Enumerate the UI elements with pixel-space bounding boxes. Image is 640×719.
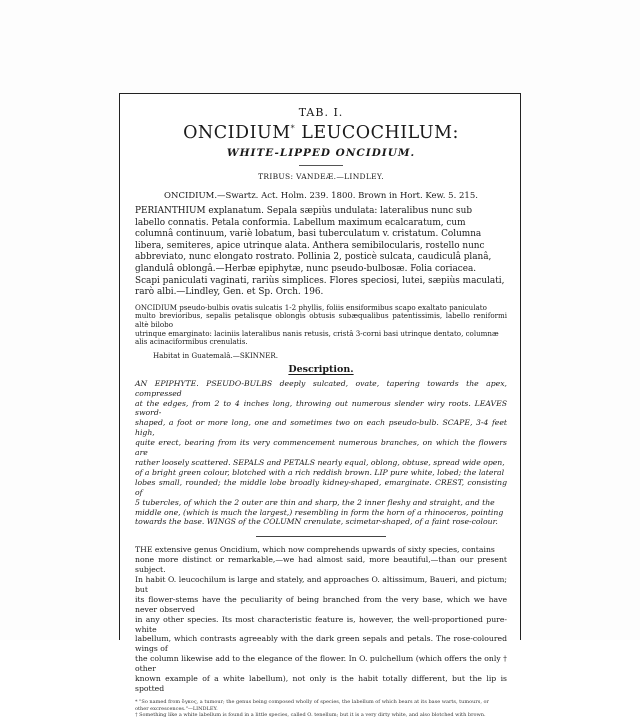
footnotes [135,699,507,719]
text-line: 5 tubercles, of which the 2 outer are thin and sharp, the 2 inner fleshy and straight, and the [135,497,495,507]
text-line: at the edges, from 2 to 4 inches long, throwing out numerous slender wiry roots. LEAVES sword- [135,398,507,418]
text-line: abbreviato, nunc elongato rostrato. Pollinia 2, posticè sulcata, caudiculâ planâ, [135,252,492,263]
description-heading: Description. [288,363,354,375]
text-line: Scapi paniculati vaginati, rariùs simplices. Flores speciosi, lutei, sæpiùs maculati, [135,275,505,286]
text-line: THE extensive genus Oncidium, which now comprehends upwards of sixty species, contains [135,545,495,555]
text-line: middle one, (which is much the largest,) resembling in form the horn of a rhinoceros, pointing [135,507,504,517]
common-name: WHITE-LIPPED ONCIDIUM. [226,147,416,159]
text-line: shaped, a foot or more long, one and sometimes two on each pseudo-bulb. SCAPE, 3-4 feet high, [135,418,507,438]
text-line: none more distinct or remarkable,—we had almost said, more beautiful,—than our present subject. [135,555,507,575]
text-line: towards the base. WINGS of the COLUMN crenulate, scimetar-shaped, of a faint rose-colour. [135,517,498,527]
generic-description [135,206,507,299]
description-body [135,379,507,528]
text-line: glandulâ oblongâ.—Herbæ epiphytæ, nunc pseudo-bulbosæ. Folia coriacea. [135,263,477,274]
text-line: multo brevioribus, sepalis petalisque oblongis obtusis subæqualibus patentissimis, labello reniformi altè bilobo [135,311,507,329]
text-line: libera, semiteres, apice utrinque alata. Anthera semibilocularis, rostello nunc [135,240,485,251]
footnote-line: † Something like a white labellum is found in a little species, called O. tenellum; but it is a very dirty white, and also blotched with brown. [135,712,486,719]
footnote-mark: * [290,124,296,134]
text-line: rarò albi.—Lindley, Gen. et Sp. Orch. 196. [135,287,324,298]
text-line: utrinque emarginato: laciniis lateralibus nanis retusis, cristâ 3-corni basi utrinque dentato, columnæ [135,328,499,338]
section-divider [256,536,386,537]
text-line: the column likewise add to the elegance of the flower. In O. pulchellum (which offers the only † other [135,654,507,674]
text-line: alis acinaciformibus crenulatis. [135,337,248,347]
genus-reference: ONCIDIUM.—Swartz. Act. Holm. 239. 1800. Brown in Hort. Kew. 5. 215. [164,191,478,201]
text-line: of a bright green colour, blotched with a rich reddish brown. LIP pure white, lobed; the lateral [135,467,505,477]
text-line: in any other species. Its most characteristic feature is, however, the well-proportioned pure-white [135,614,507,634]
species-title [135,123,507,143]
habitat-line: Habitat in Guatemalâ.—SKINNER. [153,350,278,360]
title-divider [299,165,343,166]
plate-text [135,106,507,719]
text-line: known example of a white labellum), not only is the habit totally different, but the lip is spotted [135,674,507,693]
text-line: rather loosely scattered. SEPALS and PETALS nearly equal, oblong, obtuse, spread wide open, [135,457,505,467]
text-line: AN EPIPHYTE. PSEUDO-BULBS deeply sulcated, ovate, tapering towards the apex, compressed [135,378,507,398]
text-line: quite erect, bearing from its very commencement numerous branches, on which the flowers are [135,438,507,458]
text-line: In habit O. leucochilum is large and stately, and approaches O. altissimum, Baueri, and pictum; but [135,575,507,594]
genus-name: ONCIDIUM [183,123,291,143]
plate-frame [119,93,521,719]
text-line: PERIANTHIUM explanatum. Sepala sæpiùs undulata: lateralibus nunc sub [135,206,472,216]
text-line: ONCIDIUM pseudo-bulbis ovatis sulcatis 1-2 phyllis, foliis ensiformibus scapo exaltato paniculato [135,302,487,312]
text-line: labellum, which contrasts agreeably with the dark green sepals and petals. The rose-coloured wings of [135,634,507,654]
commentary-body [135,545,507,694]
text-line: lobes small, rounded; the middle lobe broadly kidney-shaped, emarginate. CREST, consisting of [135,477,507,497]
text-line: labello connatis. Petala conformia. Labellum maximum ecalcaratum, cum [135,217,466,228]
specific-description [135,304,507,347]
plate-number: TAB. I. [298,106,344,119]
footnote-line: * "So named from ὄγκος, a tumour; the genus being composed wholly of species, the labellum of which bears at its base warts, tumours, or [135,698,489,705]
text-line: columnâ continuum, variè lobatum, basi tuberculatum v. cristatum. Columna [135,229,482,240]
text-line: its flower-stems have the peculiarity of being branched from the very base, which we have never observed [135,594,507,614]
species-name: LEUCOCHILUM: [301,123,459,143]
footnote-line: other excrescences."—LINDLEY. [135,705,218,712]
tribus-line: TRIBUS: VANDEÆ.—LINDLEY. [258,172,384,181]
